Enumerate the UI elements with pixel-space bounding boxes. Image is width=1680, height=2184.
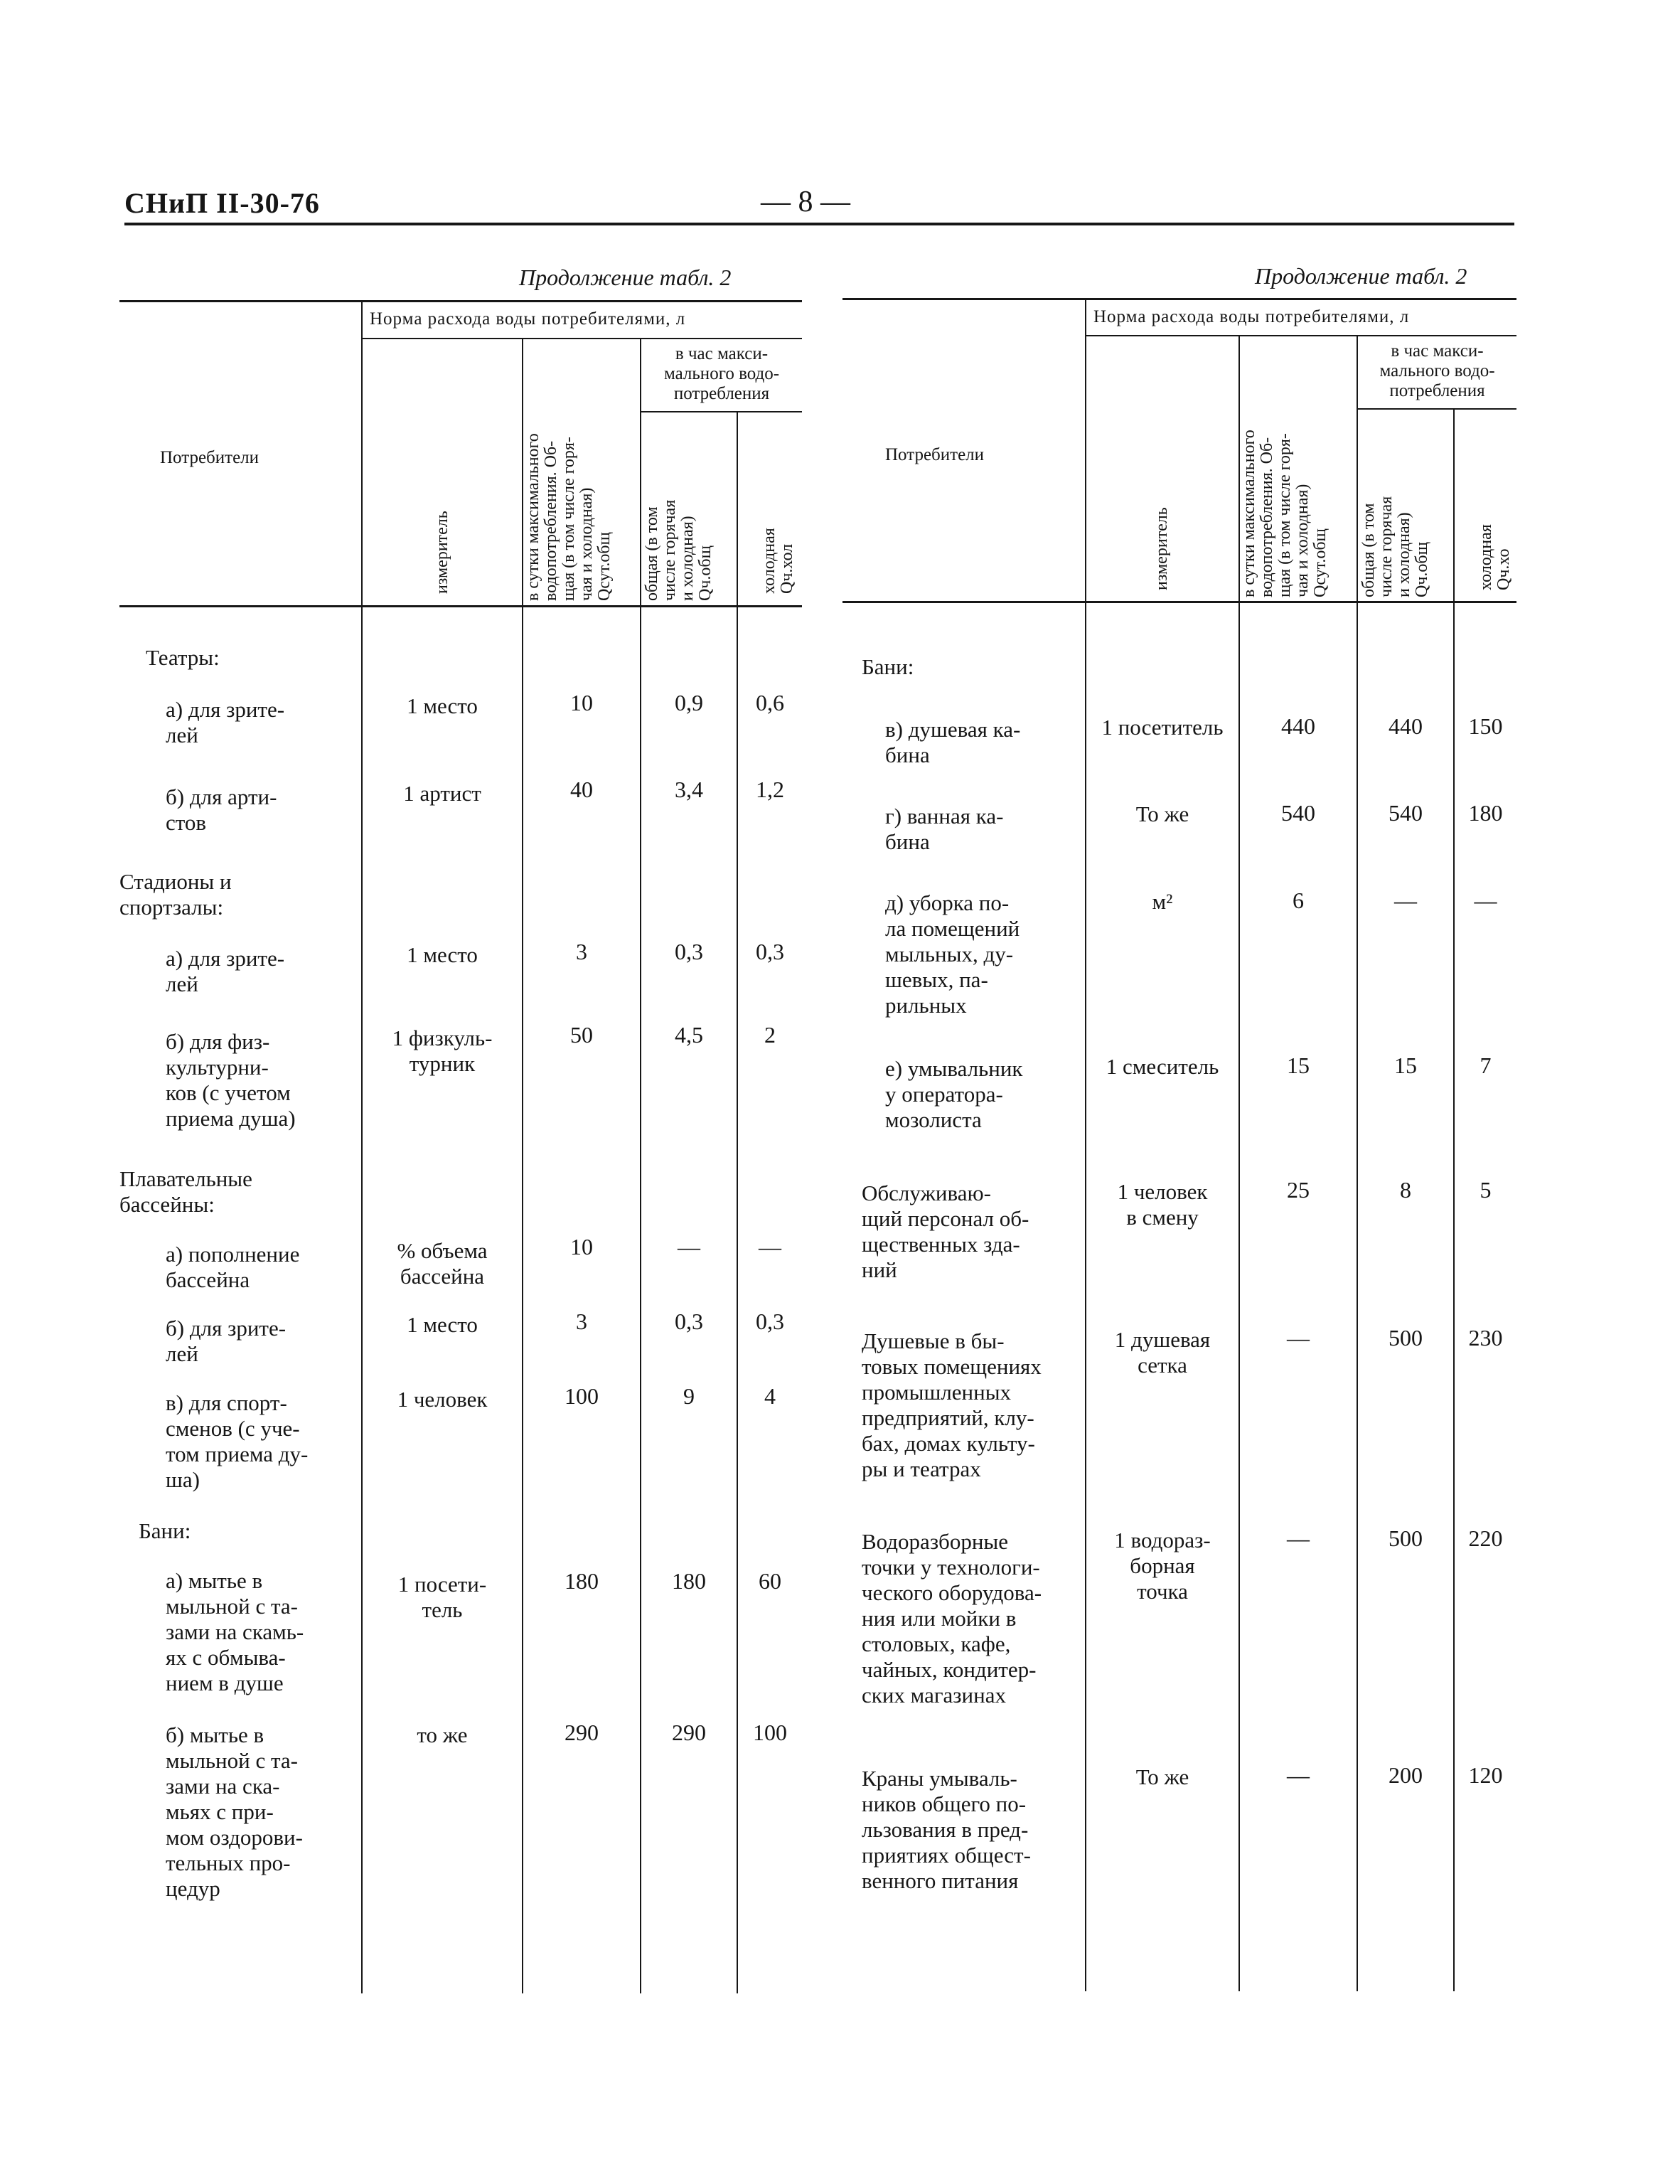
unit-cell: 1 посетитель [1101, 715, 1224, 740]
consumer-cell: б) для зрите- лей [166, 1316, 287, 1366]
left-col-divider-4 [737, 412, 738, 1993]
unit-cell: 1 место [407, 693, 478, 718]
hour-cold-cell: 180 [1468, 800, 1503, 826]
unit-cell: 1 душевая сетка [1114, 1327, 1211, 1378]
page-header [124, 186, 1514, 222]
hour-total-cell: 8 [1400, 1177, 1411, 1203]
day-cell: 100 [565, 1383, 599, 1409]
hour-cold-cell: 120 [1468, 1762, 1503, 1788]
hour-cold-cell: 4 [764, 1383, 776, 1409]
right-header-unit: измеритель [1152, 507, 1171, 590]
day-cell: 15 [1287, 1053, 1310, 1078]
hour-total-cell: 500 [1389, 1325, 1423, 1351]
right-table-norm-rule [1086, 335, 1516, 336]
consumer-cell: в) для спорт- сменов (с уче- том приема ду- ша) [166, 1390, 309, 1492]
hour-total-cell: 500 [1389, 1525, 1423, 1551]
unit-cell: 1 человек [397, 1387, 488, 1412]
left-header-unit: измеритель [433, 511, 451, 594]
right-col-divider-3 [1357, 336, 1358, 1991]
unit-cell: 1 человек в смену [1117, 1179, 1208, 1230]
hour-cold-cell: 1,2 [756, 777, 784, 802]
left-table-norm-rule [363, 338, 802, 339]
hour-cold-cell: 230 [1468, 1325, 1503, 1351]
consumer-cell: Душевые в бы- товых помещениях промышленных предприятий, клу- бах, домах культу- ры и театрах [862, 1328, 1042, 1481]
right-header-hour-group: в час макси- мального водо- потребления [1379, 341, 1495, 400]
day-cell: 3 [576, 1309, 587, 1334]
hour-cold-cell: 2 [764, 1022, 776, 1048]
right-header-hour-cold: холодная Qч.хо [1477, 524, 1513, 590]
consumer-cell: а) для зрите- лей [166, 697, 285, 747]
consumer-cell: д) уборка по- ла помещений мыльных, ду- шевых, па- рильных [885, 890, 1020, 1018]
hour-cold-cell: 7 [1480, 1053, 1492, 1078]
day-cell: — [1287, 1525, 1310, 1551]
left-table-hour-rule [641, 411, 802, 412]
hour-cold-cell: 0,3 [756, 939, 784, 964]
consumer-cell: а) мытье в мыльной с та- зами на скамь- ях с обмыва- нием в душе [166, 1568, 304, 1695]
unit-cell: % объема бассейна [397, 1238, 488, 1289]
unit-cell: 1 место [407, 942, 478, 967]
right-section-baths: Бани: [862, 654, 914, 679]
left-header-hour-cold: холодная Qч.хол [760, 528, 796, 594]
consumer-cell: в) душевая ка- бина [885, 717, 1021, 767]
right-table-continuation: Продолжение табл. 2 [1255, 263, 1467, 289]
day-cell: 40 [570, 777, 593, 802]
right-header-hour-total: общая (в том числе горячая и холодная) Qч.общ [1359, 496, 1431, 597]
left-section-baths: Бани: [139, 1518, 191, 1543]
left-table-top-rule [119, 300, 802, 302]
left-table-continuation: Продолжение табл. 2 [519, 265, 732, 290]
left-section-theaters: Театры: [146, 645, 220, 670]
right-table-top-rule [842, 298, 1516, 300]
consumer-cell: Обслуживаю- щий персонал об- щественных зда- ний [862, 1181, 1029, 1282]
unit-cell: То же [1135, 801, 1189, 826]
hour-total-cell: 3,4 [675, 777, 703, 802]
unit-cell: 1 физкуль- турник [392, 1026, 493, 1076]
day-cell: 440 [1281, 713, 1315, 739]
day-cell: 10 [570, 690, 593, 715]
hour-total-cell: 9 [683, 1383, 695, 1409]
hour-cold-cell: 220 [1468, 1525, 1503, 1551]
right-header-day: в сутки максимального водопотребления. Об- щая (в том числе горя- чая и холодная) Qсут.общ [1240, 430, 1329, 597]
day-cell: 50 [570, 1022, 593, 1048]
hour-total-cell: 0,9 [675, 690, 703, 715]
left-section-stadiums: Стадионы и спортзалы: [119, 869, 232, 920]
hour-total-cell: 0,3 [675, 1309, 703, 1334]
consumer-cell: а) пополнение бассейна [166, 1242, 300, 1292]
hour-total-cell: — [1394, 888, 1417, 913]
left-header-hour-total: общая (в том числе горячая и холодная) Qч.общ [643, 499, 715, 601]
day-cell: 540 [1281, 800, 1315, 826]
right-table-hour-rule [1358, 408, 1516, 410]
hour-total-cell: 0,3 [675, 939, 703, 964]
consumer-cell: е) умывальник у оператора- мозолиста [885, 1056, 1023, 1132]
day-cell: 180 [565, 1568, 599, 1594]
unit-cell: 1 водораз- борная точка [1114, 1528, 1211, 1604]
unit-cell: 1 место [407, 1312, 478, 1337]
hour-cold-cell: — [1474, 888, 1497, 913]
hour-total-cell: 200 [1389, 1762, 1423, 1788]
hour-total-cell: 540 [1389, 800, 1423, 826]
left-header-hour-group: в час макси- мального водо- потребления [663, 344, 780, 403]
right-table-header-bottom-rule [842, 601, 1516, 603]
left-header-consumers: Потребители [160, 448, 260, 467]
unit-cell: То же [1135, 1764, 1189, 1789]
right-header-norm: Норма расхода воды потребителями, л [1093, 307, 1410, 326]
left-table-header-bottom-rule [119, 605, 802, 607]
hour-total-cell: 290 [672, 1720, 706, 1745]
unit-cell: то же [417, 1722, 468, 1747]
hour-cold-cell: 0,3 [756, 1309, 784, 1334]
hour-cold-cell: — [759, 1234, 781, 1259]
consumer-cell: Водоразборные точки у технологи- ческого оборудова- ния или мойки в столовых, кафе, чайных, кондитер- ских магазинах [862, 1529, 1042, 1708]
header-rule [124, 223, 1514, 225]
consumer-cell: б) для арти- стов [166, 784, 277, 835]
consumer-cell: а) для зрите- лей [166, 946, 285, 996]
hour-total-cell: 440 [1389, 713, 1423, 739]
document-code: СНиП II-30-76 [124, 187, 320, 219]
consumer-cell: б) мытье в мыльной с та- зами на ска- мьях с при- мом оздорови- тельных про- цедур [166, 1722, 303, 1901]
left-header-norm: Норма расхода воды потребителями, л [370, 309, 686, 329]
right-col-divider-1 [1085, 299, 1086, 1991]
unit-cell: 1 посети- тель [397, 1572, 487, 1622]
hour-cold-cell: 5 [1480, 1177, 1492, 1203]
consumer-cell: б) для физ- культурни- ков (с учетом приема душа) [166, 1029, 296, 1131]
consumer-cell: г) ванная ка- бина [885, 804, 1004, 854]
day-cell: — [1287, 1325, 1310, 1351]
day-cell: 6 [1293, 888, 1304, 913]
left-header-day: в сутки максимального водопотребления. Об- щая (в том числе горя- чая и холодная) Qсут.общ [524, 433, 614, 601]
day-cell: 3 [576, 939, 587, 964]
unit-cell: 1 смеситель [1106, 1054, 1219, 1079]
hour-cold-cell: 60 [759, 1568, 781, 1594]
hour-cold-cell: 100 [753, 1720, 787, 1745]
unit-cell: м² [1152, 889, 1173, 914]
day-cell: 290 [565, 1720, 599, 1745]
right-header-consumers: Потребители [885, 445, 985, 464]
hour-total-cell: 180 [672, 1568, 706, 1594]
day-cell: 25 [1287, 1177, 1310, 1203]
hour-total-cell: 15 [1394, 1053, 1417, 1078]
unit-cell: 1 артист [403, 781, 481, 806]
hour-cold-cell: 0,6 [756, 690, 784, 715]
left-section-pools: Плавательные бассейны: [119, 1166, 252, 1217]
day-cell: — [1287, 1762, 1310, 1788]
day-cell: 10 [570, 1234, 593, 1259]
hour-total-cell: — [678, 1234, 700, 1259]
consumer-cell: Краны умываль- ников общего по- льзования в пред- приятиях общест- венного питания [862, 1766, 1031, 1893]
hour-cold-cell: 150 [1468, 713, 1503, 739]
page-number: — 8 — [761, 186, 850, 218]
hour-total-cell: 4,5 [675, 1022, 703, 1048]
